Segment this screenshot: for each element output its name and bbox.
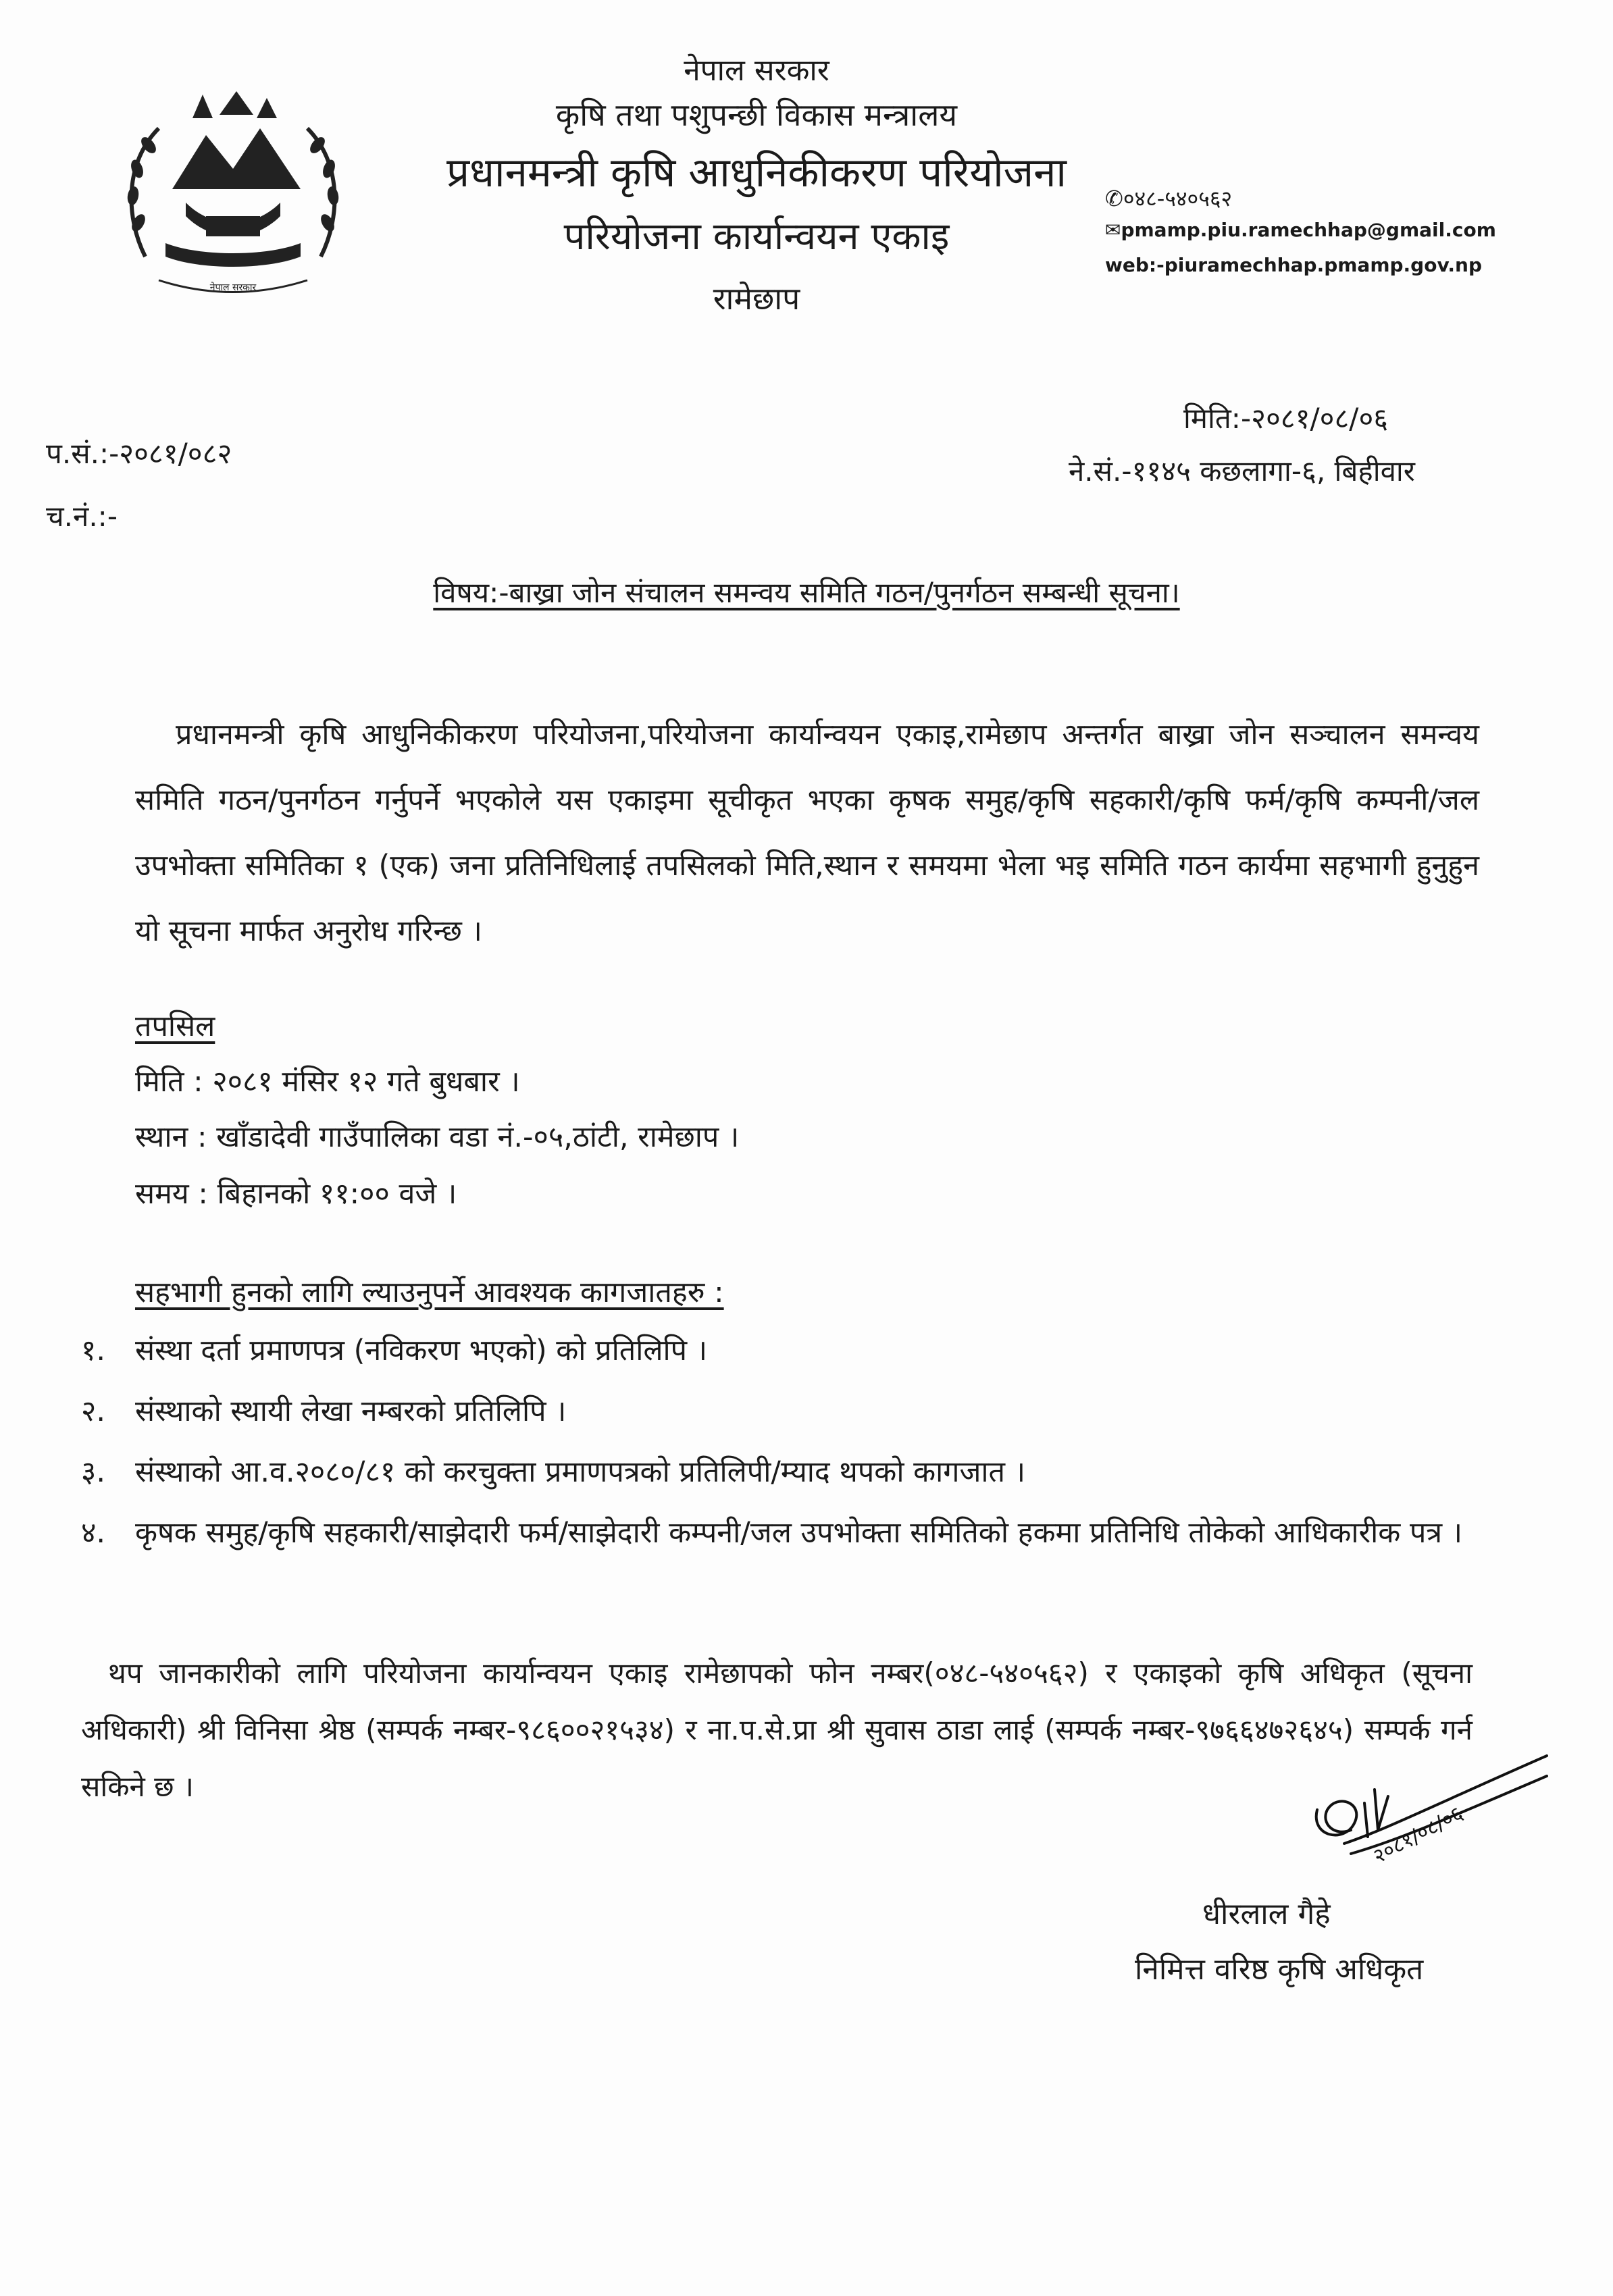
unit-name: परियोजना कार्यान्वयन एकाइ: [563, 215, 950, 259]
detail-place: स्थान : खाँडादेवी गाउँपालिका वडा नं.-०५,ठांटी, रामेछाप ।: [135, 1120, 740, 1154]
contact-phone: ✆०४८-५४०५६२: [1105, 186, 1233, 211]
body-paragraph: प्रधानमन्त्री कृषि आधुनिकीकरण परियोजना,परियोजना कार्यान्वयन एकाइ,रामेछाप अन्तर्गत बाख्रा जोन सञ्चालन समन्वय समिति गठन/पुनर्गठन गर्नुपर्ने भएकोले यस एकाइमा सूचीकृत भएका कृषक समुह/कृषि सहकारी/कृषि फर्म/कृषि कम्पनी/जल उपभोक्ता समितिका १ (एक) जना प्रतिनिधिलाई तपसिलको मिति,स्थान र समयमा भेला भइ समिति गठन कार्यमा सहभागी हुनुहुन यो सूचना मार्फत अनुरोध गरिन्छ ।: [135, 718, 1479, 948]
document-item: [81, 1382, 1500, 1441]
detail-date: मिति : २०८१ मंसिर १२ गते बुधबार ।: [135, 1065, 520, 1099]
signer-title: निमित्त वरिष्ठ कृषि अधिकृत: [1135, 1952, 1424, 1987]
signer-name: धीरलाल गैहे: [1202, 1897, 1331, 1931]
document-item-text: संस्थाको स्थायी लेखा नम्बरको प्रतिलिपि ।: [135, 1394, 567, 1428]
dispatch-number: च.नं.:-: [46, 500, 118, 533]
subject-line: [0, 573, 1613, 611]
document-item: [81, 1442, 1500, 1502]
document-item-number: १.: [81, 1334, 106, 1367]
detail-time: समय : बिहानको ११:०० वजे ।: [135, 1177, 457, 1211]
handwritten-signature: [1304, 1729, 1560, 1898]
subject-text: विषय:-बाख्रा जोन संचालन समन्वय समिति गठन/पुनर्गठन सम्बन्धी सूचना।: [433, 576, 1180, 609]
reference-number: प.सं.:-२०८१/०८२: [46, 437, 232, 470]
document-item-number: २.: [81, 1394, 106, 1428]
document-item: [81, 1321, 1500, 1380]
document-item-text: कृषक समुह/कृषि सहकारी/साझेदारी फर्म/साझेदारी कम्पनी/जल उपभोक्ता समितिको हकमा प्रतिनिधि तोकेको आधिकारीक पत्र ।: [135, 1516, 1463, 1550]
project-name: प्रधानमन्त्री कृषि आधुनिकीकरण परियोजना: [446, 149, 1067, 197]
details-heading: तपसिल: [135, 1010, 215, 1043]
document-item-number: ३.: [81, 1455, 106, 1489]
document-item-number: ४.: [81, 1516, 106, 1550]
government-name: नेपाल सरकार: [684, 53, 829, 88]
document-item-text: संस्था दर्ता प्रमाणपत्र (नविकरण भएको) को प्रतिलिपि ।: [135, 1334, 708, 1367]
letter-date: मिति:-२०८१/०८/०६: [1183, 402, 1389, 435]
nepal-sambat-date: ने.सं.-११४५ कछलागा-६, बिहीवार: [1069, 454, 1415, 488]
contact-web: web:-piuramechhap.pmamp.gov.np: [1105, 254, 1483, 276]
document-item: [81, 1503, 1500, 1563]
footer-paragraph: थप जानकारीको लागि परियोजना कार्यान्वयन एकाइ रामेछापको फोन नम्बर(०४८-५४०५६२) र एकाइको कृषि अधिकृत (सूचना अधिकारी) श्री विनिसा श्रेष्ठ (सम्पर्क नम्बर-९८६००२१५३४) र ना.प.से.प्रा श्री सुवास ठाडा लाई (सम्पर्क नम्बर-९७६६४७२६४५) सम्पर्क गर्न सकिने छ ।: [81, 1656, 1473, 1803]
svg-text:२०८१/०८/०६: २०८१/०८/०६: [1369, 1802, 1467, 1869]
nepal-emblem-logo: [118, 88, 348, 304]
document-item-text: संस्थाको आ.व.२०८०/८१ को करचुक्ता प्रमाणपत्रको प्रतिलिपी/म्याद थपको कागजात ।: [135, 1455, 1026, 1489]
contact-email: ✉pmamp.piu.ramechhap@gmail.com: [1105, 219, 1496, 241]
ministry-name: कृषि तथा पशुपन्छी विकास मन्त्रालय: [555, 97, 958, 133]
svg-text:नेपाल सरकार: नेपाल सरकार: [209, 282, 257, 293]
district-name: रामेछाप: [713, 280, 800, 317]
documents-heading: सहभागी हुनको लागि ल्याउनुपर्ने आवश्यक कागजातहरु :: [135, 1276, 724, 1309]
